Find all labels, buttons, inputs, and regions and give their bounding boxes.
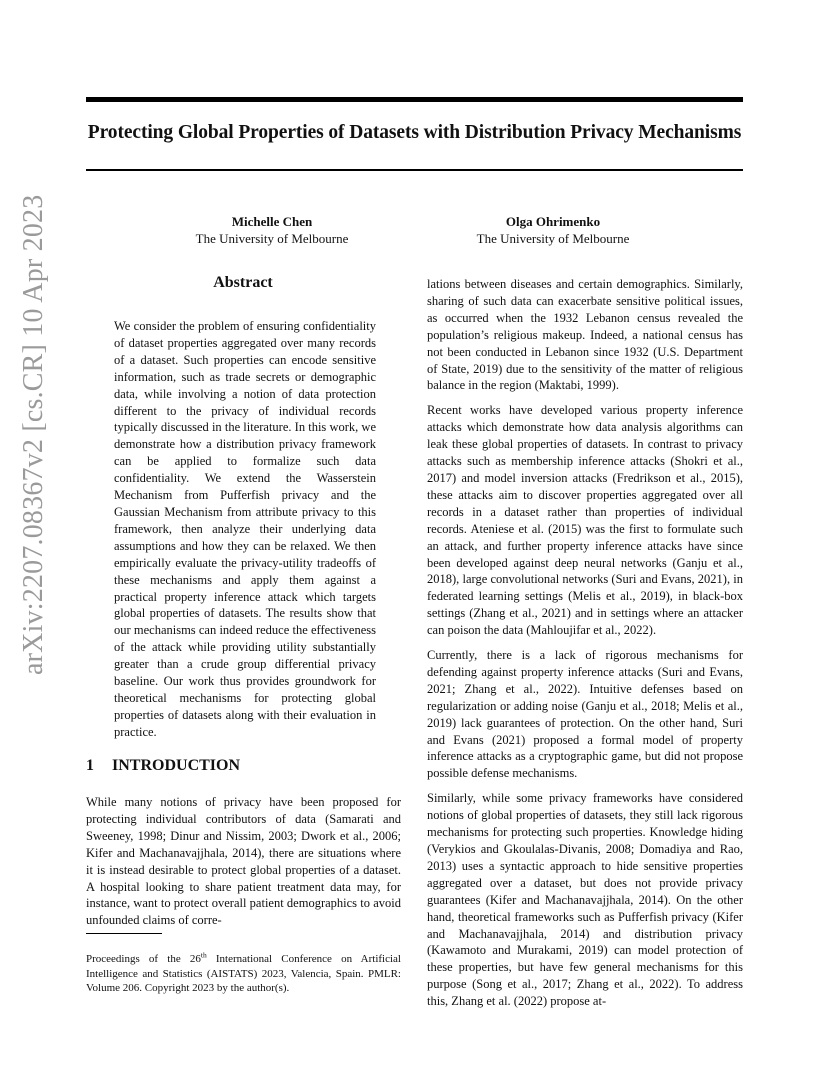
title-bottom-rule (86, 169, 743, 171)
author-block (423, 213, 683, 247)
arxiv-stamp: arXiv:2207.08367v2 [cs.CR] 10 Apr 2023 (18, 194, 49, 675)
footnote-text: Proceedings of the 26 (86, 953, 201, 965)
author-block (142, 213, 402, 247)
section-title: INTRODUCTION (112, 757, 241, 774)
intro-paragraph: While many notions of privacy have been proposed for protecting individual contributors of data (Samarati and Sweeney, 1998; Dinur and Nissim, 2003; Dwork et al., 2006; Kifer and Machanavajjhala, 2014), there are situations where it is instead desirable to protect global properties of a dataset. A hospital looking to share patient treatment data may, for instance, want to protect overall patient demographics to avoid unfounded claims of corre- (86, 795, 401, 928)
body-paragraph: lations between diseases and certain demographics. Similarly, sharing of such data can exacerbate sensitive political issues, as occurred when the 1932 Lebanon census revealed the population’s religious makeup. Indeed, a national census has not been conducted in Lebanon since 1932 (U.S. Department of State, 2019) due to the sensitivity of the matter of religious balance in the region (Maktabi, 1999). (427, 277, 743, 393)
footnote-superscript: th (200, 950, 207, 960)
body-paragraph: Currently, there is a lack of rigorous mechanisms for defending against property inference attacks (Suri and Evans, 2021; Zhang et al., 2022). Intuitive defenses based on regularization or adding noise (Ganju et al., 2018; Melis et al., 2019) lack guarantees of protection. On the other hand, Suri and Evans (2021) proposed a formal model of property inference attacks as a cryptographic game, but did not propose possible defense mechanisms. (427, 648, 743, 781)
section-number: 1 (86, 757, 94, 774)
title-top-rule (86, 97, 743, 102)
right-column (427, 276, 743, 1018)
body-paragraph: Recent works have developed various property inference attacks which demonstrate how data analysis algorithms can leak these global properties of datasets. In contrast to privacy attacks such as membership inference attacks (Shokri et al., 2017) and model inversion attacks (Fredrikson et al., 2015), these attacks aim to discover properties aggregated over all records in a dataset rather than properties of individual records. Ateniese et al. (2015) was the first to formulate such an attack, and further property inference attacks have since been developed against deep neural networks (Ganju et al., 2018), large convolutional networks (Suri and Evans, 2021), in federated learning settings (Melis et al., 2019), in black-box settings (Zhang et al., 2021) and in settings where an attacker can poison the data (Mahloujifar et al., 2022). (427, 403, 743, 638)
section-heading (86, 757, 240, 775)
author-name: Olga Ohrimenko (505, 214, 601, 229)
footnote-rule (86, 933, 162, 934)
abstract-text: We consider the problem of ensuring confidentiality of dataset properties aggregated over many records of a dataset. Such properties can encode sensitive information, such as trade secrets or demographic data, while involving a notion of data protection different to the privacy of individual records typically discussed in the literature. In this work, we demonstrate how a distribution privacy framework can be applied to formalize such data confidentiality. We extend the Wasserstein Mechanism from Pufferfish privacy and the Gaussian Mechanism from attribute privacy to this framework, then analyze their underlying data assumptions and how they can be relaxed. We then empirically evaluate the privacy-utility tradeoffs of these mechanisms and apply them against a practical property inference attack which targets global properties of datasets. The results show that our mechanisms can indeed reduce the effectiveness of the attack while providing utility substantially greater than a crude group differential privacy baseline. Our work thus provides groundwork for theoretical mechanisms for protecting global properties of datasets along with their evaluation in practice. (114, 319, 376, 739)
author-affiliation: The University of Melbourne (476, 231, 630, 246)
abstract-heading: Abstract (213, 274, 273, 291)
author-affiliation: The University of Melbourne (195, 231, 349, 246)
body-paragraph: Similarly, while some privacy frameworks have considered notions of global properties of datasets, they still lack rigorous mechanisms for protecting such properties. Knowledge hiding (Verykios and Gkoulalas-Divanis, 2008; Domadiya and Rao, 2013) uses a syntactic approach to hide sensitive properties aggregated over a dataset, but does not provide privacy guarantees (Kifer and Machanavajjhala, 2014). On the other hand, theoretical frameworks such as Pufferfish privacy (Kifer and Machanavajjhala, 2014) and distribution privacy (Kawamoto and Murakami, 2019) can model protection of these properties, but have few general mechanisms for this purpose (Song et al., 2017; Zhang et al., 2022). To address this, Zhang et al. (2022) propose at- (427, 791, 743, 1009)
footnote (86, 952, 401, 996)
footnote-text: International Conference on Artificial Intelligence and Statistics (AISTATS) 2023, Valencia, Spain. PMLR: Volume 206. Copyright 2023 by the author(s). (86, 953, 401, 994)
paper-title: Protecting Global Properties of Datasets with Distribution Privacy Mechanisms (87, 122, 742, 143)
author-name: Michelle Chen (231, 214, 313, 229)
